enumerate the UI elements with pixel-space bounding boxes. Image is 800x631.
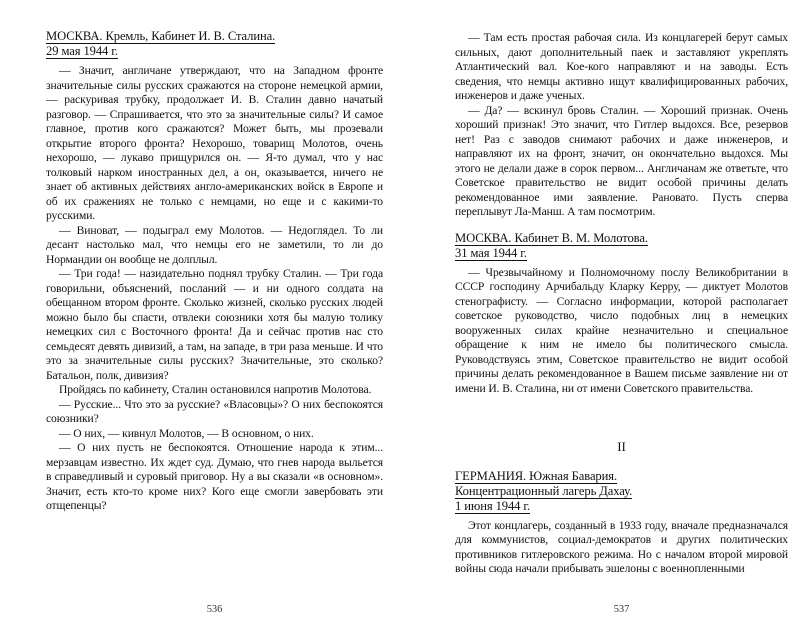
scene-heading (46, 29, 383, 59)
scene-heading (455, 469, 788, 514)
scene-heading-region: Южная Бавария. (529, 468, 618, 483)
paragraph: — Русские... Что это за русские? «Власовцы»? О них беспокоятся союзники? (46, 397, 383, 425)
scene-heading-date: 1 июня 1944 г. (455, 498, 531, 513)
scene-heading-place: Концентрационный лагерь Дахау. (455, 483, 633, 498)
scene-heading (455, 231, 788, 261)
paragraph: Пройдясь по кабинету, Сталин остановился напротив Молотова. (59, 383, 372, 396)
paragraph: — Виноват, — подыграл ему Молотов. — Недоглядел. То ли десант настолько мал, что немцы его не заметили, то ли до Нормандии он вообще не долплыл. (46, 223, 383, 266)
section-numeral: II (617, 439, 626, 454)
paragraph: — О них пусть не беспокоятся. Отношение народа к этим... мерзавцам известно. Их ждет суд. Думаю, что гнев народа выльется в справедливый и суровый приговор. Ну а вы сказали «в основном». Значит, есть кто-то кроме них? Кого еще смогли завербовать эти отщепенцы? (46, 441, 383, 512)
paragraph: — О них, — кивнул Молотов, — В основном, о них. (59, 426, 314, 440)
scene-heading-date: 31 мая 1944 г. (455, 245, 527, 260)
left-page (46, 0, 383, 631)
paragraph: — Чрезвычайному и Полномочному послу Великобритании в СССР господину Арчибальду Кларку Керру, — диктует Молотов стенографисту. — Согласно информации, которой располагает советское руководство, число подобных лиц в немецких вооруженных силах крайне незначительно и специальное обращение к ним не имело бы политического смысла. Руководствуясь этим, Советское правительство не видит особой причины делать рекомендованное в Вашем письме заявление ни от имени И. В. Сталина, ни от имени Советского правительства. (455, 265, 788, 395)
paragraph: — Там есть простая рабочая сила. Из концлагерей берут самых сильных, дают дополнительный паек и заставляют укреплять Атлантический вал. Кое-кого направляют и на заводы. Есть сведения, что немцы активно ищут квалифицированных рабочих, инженеров и даже ученых. (455, 31, 788, 102)
paragraph: Этот концлагерь, созданный в 1933 году, вначале предназначался для коммунистов, социал-демократов и других политических противников гитлеровского режима. Но с началом второй мировой войны сюда начали прибывать эшелоны с военнопленными (455, 518, 788, 575)
scene-heading-place: МОСКВА. Кремль, Кабинет И. В. Сталина. (46, 29, 276, 43)
scene-heading-place: МОСКВА. Кабинет В. М. Молотова. (455, 230, 648, 245)
paragraph: — Значит, англичане утверждают, что на Западном фронте значительные силы русских сражаются на стороне немецкой армии, — раскуривая трубку, продолжает И. В. Сталин давно начатый разговор. — Спрашивается, что это за значительные силы? И самое главное, против кого сражаются? Может быть, мы прозевали открытие второго фронта? Нехорошо, товарищ Молотов, очень нехорошо, — лукаво прищурился он. — Я-то думал, что у нас толковый нарком иностранных дел, а он, оказывается, ничего не знает об активных действиях англо-американских войск в Европе и об их сражениях не только с немцами, но еще и с какими-то русскими. (46, 64, 383, 222)
scene-heading-date: 29 мая 1944 г. (46, 44, 118, 58)
paragraph: — Да? — вскинул бровь Сталин. — Хороший признак. Очень хороший признак! Это значит, что Гитлер выдохся. Все, резервов нет! Раз с заводов снимают рабочих и даже инженеров, и направляют их на фронт, значит, он окончательно выдохся. Мы этого не делали даже в сорок первом... Англичанам же ответьте, что Советское правительство не видит особой причины делать рекомендованное ими заявление. Рановато. Пусть сперва переплывут Ла-Манш. А там посмотрим. (455, 103, 788, 218)
paragraph: — Три года! — назидательно поднял трубку Сталин. — Три года говорильни, объяснений, посланий — и ни одного солдата на обещанном втором фронте. Сколько жизней, сколько русских людей можно было бы спасти, отвлеки союзники хотя бы малую толику немецких сил с Восточного фронта! Да и сейчас против нас сто семьдесят девять дивизий, а там, на западе, в три раза меньше. И что это за значительные силы русских? Значительные, это сколько? Батальон, полк, дивизия? (46, 267, 383, 382)
scene-heading-country: ГЕРМАНИЯ. (455, 468, 527, 483)
right-page (455, 0, 788, 631)
page-number: 536 (206, 603, 223, 615)
page-number: 537 (613, 603, 630, 615)
